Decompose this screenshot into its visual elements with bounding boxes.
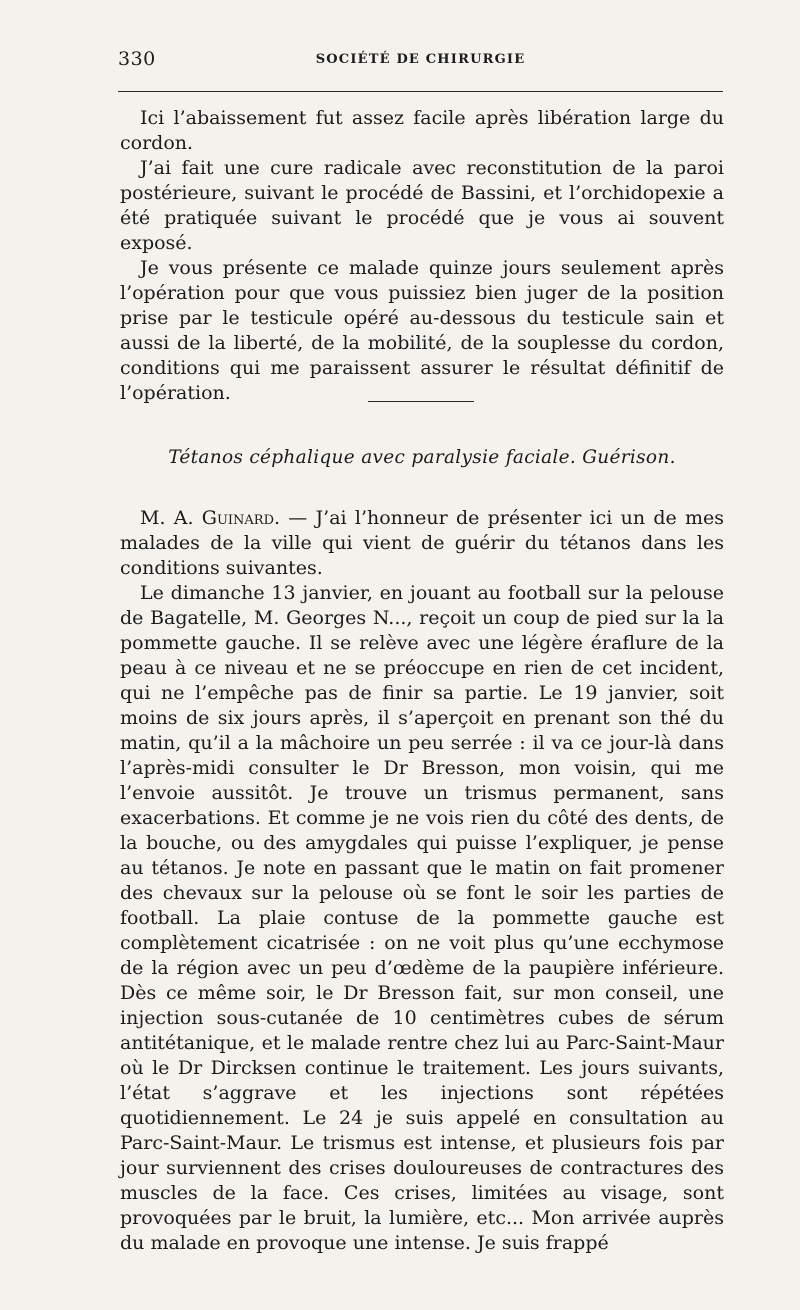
paragraph: Ici l’abaissement fut assez facile après libération large du cordon. [120,107,724,154]
previous-section-text [120,106,724,406]
running-head [118,48,723,72]
section-text [120,506,724,1256]
paragraph: Le dimanche 13 janvier, en jouant au football sur la pelouse de Bagatelle, M. Georges N..., reçoit un coup de pied sur la la pommette gauche. Il se relève avec une légère éraflure de la peau à ce niveau et ne se préoccupe en rien de cet incident, qui ne l’empêche pas de finir sa partie. Le 19 janvier, soit moins de six jours après, il s’aperçoit en prenant son thé du matin, qu’il a la mâchoire un peu serrée : il va ce jour-là dans l’après-midi consulter le Dr Bresson, mon voisin, qui me l’envoie aussitôt. Je trouve un trismus permanent, sans exacerbations. Et comme je ne vois rien du côté des dents, de la bouche, ou des amygdales qui puisse l’expliquer, je pense au tétanos. Je note en passant que le matin on fait promener des chevaux sur la pelouse où se font le soir les parties de football. La plaie contuse de la pommette gauche est complètement cicatrisée : on ne voit plus qu’une ecchymose de la région avec un peu d’œdème de la paupière inférieure. Dès ce même soir, le Dr Bresson fait, sur mon conseil, une injection sous-cutanée de 10 centimètres cubes de sérum antitétanique, et le malade rentre chez lui au Parc-Saint-Maur où le Dr Dircksen continue le traitement. Les jours suivants, l’état s’aggrave et les injections sont répétées quotidiennement. Le 24 je suis appelé en consultation au Parc-Saint-Maur. Le trismus est intense, et plusieurs fois par jour surviennent des crises douloureuses de contractures des muscles de la face. Ces crises, limitées au visage, sont provoquées par le bruit, la lumière, etc... Mon arrivée auprès du malade en provoque une intense. Je suis frappé [120,582,724,1254]
section-title: Tétanos céphalique avec paralysie faciale. Guérison. [168,447,676,468]
paragraph-text: — J’ai l’honneur de présenter ici un de mes malades de la ville qui vient de guérir du tétanos dans les conditions suivantes. [120,507,724,579]
page-number: 330 [118,48,156,70]
author-name: M. A. Guinard. [140,507,281,529]
paragraph: Je vous présente ce malade quinze jours seulement après l’opération pour que vous puissiez bien juger de la position prise par le testicule opéré au-dessous du testicule sain et aussi de la liberté, de la mobilité, de la souplesse du cordon, conditions qui me paraissent assurer le résultat définitif de l’opération. [120,257,724,404]
section-divider [368,401,474,402]
paragraph [120,506,724,581]
header-rule [118,91,723,92]
journal-title: SOCIÉTÉ DE CHIRURGIE [315,52,526,67]
paragraph: J’ai fait une cure radicale avec reconstitution de la paroi postérieure, suivant le procédé de Bassini, et l’orchidopexie a été pratiquée suivant le procédé que je vous ai souvent exposé. [120,157,724,254]
